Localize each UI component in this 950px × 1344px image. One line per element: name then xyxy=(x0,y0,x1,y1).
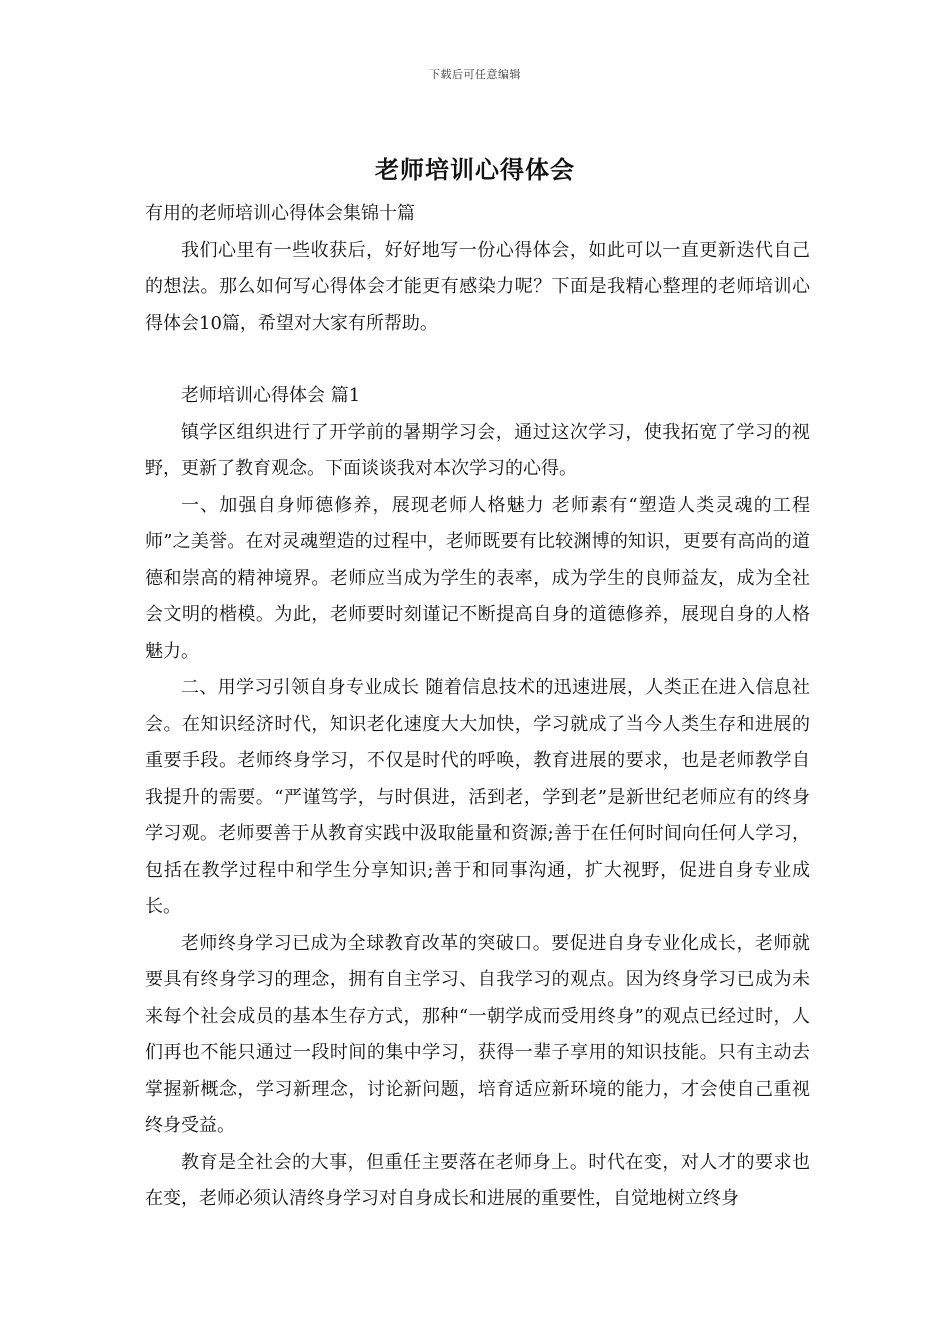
body-paragraph: 一、加强自身师德修养，展现老师人格魅力 老师素有“塑造人类灵魂的工程师”之美誉。在对灵魂塑造的过程中，老师既要有比较渊博的知识，更要有高尚的道德和崇高的精神境界。老师应当成为学生的表率，成为学生的良师益友，成为全社会文明的楷模。为此，老师要时刻谨记不断提高自身的道德修养，展现自身的人格魅力。 xyxy=(145,494,810,662)
document-title: 老师培训心得体会 xyxy=(375,155,575,184)
section-heading: 老师培训心得体会 篇1 xyxy=(181,385,361,406)
body-paragraph: 镇学区组织进行了开学前的暑期学习会，通过这次学习，使我拓宽了学习的视野，更新了教育观念。下面谈谈我对本次学习的心得。 xyxy=(145,421,810,479)
document-body xyxy=(145,196,810,1218)
intro-paragraph: 我们心里有一些收获后，好好地写一份心得体会，如此可以一直更新迭代自己的想法。那么如何写心得体会才能更有感染力呢？下面是我精心整理的老师培训心得体会10篇，希望对大家有所帮助。 xyxy=(145,239,810,334)
header-note: 下载后可任意编辑 xyxy=(429,68,521,81)
body-paragraph: 二、用学习引领自身专业成长 随着信息技术的迅速进展，人类正在进入信息社会。在知识经济时代，知识老化速度大大加快，学习就成了当今人类生存和进展的重要手段。老师终身学习，不仅是时代的呼唤，教育进展的要求，也是老师教学自我提升的需要。“严谨笃学，与时俱进，活到老，学到老”是新世纪老师应有的终身学习观。老师要善于从教育实践中汲取能量和资源;善于在任何时间向任何人学习，包括在教学过程中和学生分享知识;善于和同事沟通，扩大视野，促进自身专业成长。 xyxy=(145,677,810,917)
blank-line xyxy=(145,342,810,378)
body-paragraph: 老师终身学习已成为全球教育改革的突破口。要促进自身专业化成长，老师就要具有终身学习的理念，拥有自主学习、自我学习的观点。因为终身学习已成为未来每个社会成员的基本生存方式，那种“一朝学成而受用终身”的观点已经过时，人们再也不能只通过一段时间的集中学习，获得一辈子享用的知识技能。只有主动去掌握新概念，学习新理念，讨论新问题，培育适应新环境的能力，才会使自己重视终身受益。 xyxy=(145,932,810,1136)
body-paragraph: 教育是全社会的大事，但重任主要落在老师身上。时代在变，对人才的要求也在变，老师必须认清终身学习对自身成长和进展的重要性，自觉地树立终身 xyxy=(145,1151,810,1209)
document-subtitle: 有用的老师培训心得体会集锦十篇 xyxy=(145,203,415,224)
